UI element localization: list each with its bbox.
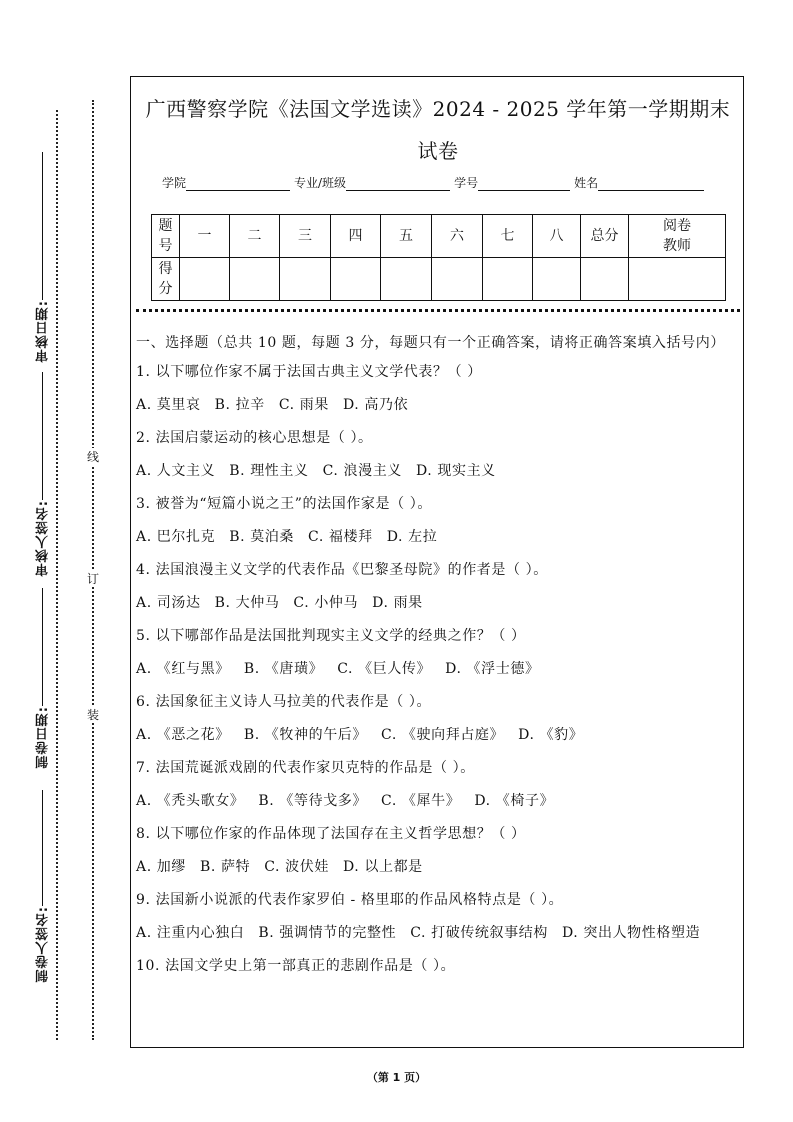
question-number-header: 题号 — [152, 215, 180, 258]
option: C. 浪漫主义 — [322, 463, 402, 479]
score-cell[interactable] — [381, 258, 432, 301]
binding-word-staple: 订 — [86, 572, 99, 586]
option: B. 《等待戈多》 — [258, 793, 368, 809]
question-section — [136, 332, 740, 988]
question-options — [136, 790, 740, 812]
student-id-label: 学号 — [454, 176, 479, 190]
option: C. 小仲马 — [293, 595, 359, 611]
header-cell: 四 — [331, 215, 381, 258]
question-text: 9. 法国新小说派的代表作家罗伯 - 格里耶的作品风格特点是（ ）。 — [136, 892, 564, 908]
compile-date-label: 制卷日期: — [36, 706, 51, 769]
grader-cell[interactable] — [629, 258, 726, 301]
option: B. 《唐璜》 — [243, 661, 324, 677]
header-cell: 三 — [280, 215, 331, 258]
question-text: 5. 以下哪部作品是法国批判现实主义文学的经典之作？（ ） — [136, 628, 526, 644]
question-options — [136, 922, 740, 944]
score-header-row — [152, 215, 726, 258]
name-field[interactable] — [598, 178, 704, 191]
score-cell[interactable] — [331, 258, 381, 301]
option: B. 拉辛 — [214, 397, 265, 413]
review-date-label: 审核日期: — [36, 300, 51, 363]
review-date-line — [42, 152, 43, 300]
outer-dotted-line — [56, 110, 58, 1040]
option: C. 打破传统叙事结构 — [410, 925, 548, 941]
option: C. 《巨人传》 — [337, 661, 432, 677]
option: D. 突出人物性格塑造 — [561, 925, 701, 941]
option: D. 《豹》 — [518, 727, 584, 743]
header-cell: 二 — [230, 215, 280, 258]
question-options — [136, 856, 740, 878]
major-class-label: 专业/班级 — [294, 176, 347, 190]
major-class-field[interactable] — [346, 178, 450, 191]
option: D. 以上都是 — [342, 859, 423, 875]
binding-word-bind: 装 — [86, 708, 99, 722]
option: D. 《浮士德》 — [445, 661, 540, 677]
option: D. 雨果 — [372, 595, 423, 611]
score-value-row — [152, 258, 726, 301]
option: B. 理性主义 — [229, 463, 309, 479]
page-number: （第 1 页） — [366, 1071, 427, 1084]
score-cell[interactable] — [280, 258, 331, 301]
option: A. 莫里哀 — [136, 397, 201, 413]
student-id-field[interactable] — [478, 178, 570, 191]
question-text: 3. 被誉为“短篇小说之王”的法国作家是（ ）。 — [136, 496, 432, 512]
score-cell[interactable] — [483, 258, 533, 301]
header-cell: 六 — [432, 215, 483, 258]
total-score-header: 总分 — [581, 215, 629, 258]
question-text: 8. 以下哪位作家的作品体现了法国存在主义哲学思想？（ ） — [136, 826, 526, 842]
question-text: 10. 法国文学史上第一部真正的悲剧作品是（ ）。 — [136, 958, 456, 974]
score-cell[interactable] — [432, 258, 483, 301]
option: B. 萨特 — [200, 859, 251, 875]
option: A. 司汤达 — [136, 595, 201, 611]
section-heading: 一、选择题（总共 10 题，每题 3 分，每题只有一个正确答案，请将正确答案填入括号内） — [136, 335, 725, 351]
option: A. 注重内心独白 — [136, 925, 245, 941]
option: D. 高乃依 — [342, 397, 409, 413]
header-cell: 七 — [483, 215, 533, 258]
question-options — [136, 460, 740, 482]
option: D. 左拉 — [386, 529, 438, 545]
option: C. 雨果 — [278, 397, 329, 413]
header-cell: 八 — [533, 215, 581, 258]
option: B. 莫泊桑 — [229, 529, 295, 545]
question-text: 2. 法国启蒙运动的核心思想是（ ）。 — [136, 430, 373, 446]
option: D. 现实主义 — [415, 463, 496, 479]
total-score-cell[interactable] — [581, 258, 629, 301]
question-options — [136, 724, 740, 746]
option: B. 大仲马 — [214, 595, 280, 611]
question-options — [136, 526, 740, 548]
compiler-signature-label: 制卷人签名: — [36, 906, 51, 983]
score-cell[interactable] — [533, 258, 581, 301]
question-options — [136, 658, 740, 680]
section-separator — [136, 309, 740, 312]
score-cell[interactable] — [180, 258, 230, 301]
question-text: 1. 以下哪位作家不属于法国古典主义文学代表？（ ） — [136, 364, 482, 380]
option: C. 《犀牛》 — [381, 793, 461, 809]
binding-word-line: 线 — [86, 450, 99, 464]
college-field[interactable] — [186, 178, 290, 191]
grader-header: 阅卷教师 — [629, 215, 726, 258]
option: A. 《红与黑》 — [136, 661, 230, 677]
question-options — [136, 592, 740, 614]
option: C. 福楼拜 — [308, 529, 373, 545]
compile-date-line — [42, 588, 43, 706]
option: A. 巴尔扎克 — [136, 529, 216, 545]
option: A. 人文主义 — [136, 463, 216, 479]
compiler-signature-line — [42, 790, 43, 906]
option: C. 《驶向拜占庭》 — [381, 727, 505, 743]
header-cell: 一 — [180, 215, 230, 258]
option: C. 波伏娃 — [264, 859, 329, 875]
question-text: 4. 法国浪漫主义文学的代表作品《巴黎圣母院》的作者是（ ）。 — [136, 562, 548, 578]
student-info-row — [162, 174, 722, 191]
option: B. 《牧神的午后》 — [243, 727, 368, 743]
question-text: 7. 法国荒诞派戏剧的代表作家贝克特的作品是（ ）。 — [136, 760, 475, 776]
reviewer-signature-label: 审核人签名: — [36, 500, 51, 577]
name-label: 姓名 — [574, 176, 599, 190]
question-text: 6. 法国象征主义诗人马拉美的代表作是（ ）。 — [136, 694, 432, 710]
question-options — [136, 394, 740, 416]
option: A. 《恶之花》 — [136, 727, 230, 743]
score-row-label: 得分 — [152, 258, 180, 301]
exam-title: 广西警察学院《法国文学选读》2024 - 2025 学年第一学期期末试卷 — [145, 97, 731, 163]
option: A. 《秃头歌女》 — [136, 793, 245, 809]
reviewer-signature-line — [42, 372, 43, 500]
option: B. 强调情节的完整性 — [258, 925, 397, 941]
option: A. 加缪 — [136, 859, 187, 875]
score-table — [151, 214, 726, 301]
header-cell: 五 — [381, 215, 432, 258]
score-cell[interactable] — [230, 258, 280, 301]
option: D. 《椅子》 — [474, 793, 555, 809]
college-label: 学院 — [162, 176, 187, 190]
